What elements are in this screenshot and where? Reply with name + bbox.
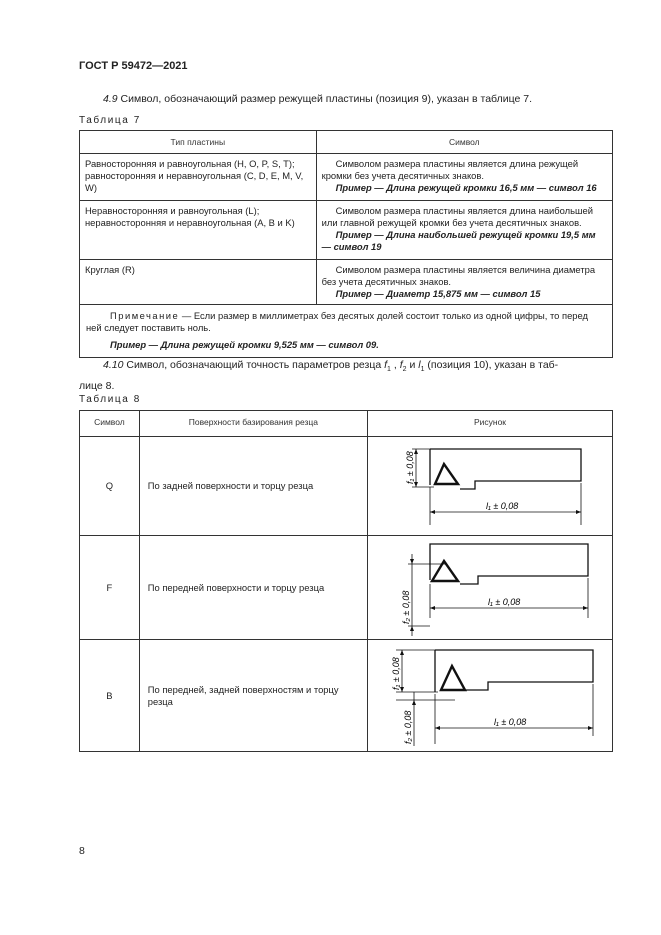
tool-body-outline — [435, 650, 593, 690]
table-row — [80, 640, 613, 752]
example-text: Пример — Диаметр 15,875 мм — символ 15 — [335, 288, 541, 299]
tool-diagram-q — [368, 437, 612, 532]
document-header: ГОСТ Р 59472—2021 — [79, 60, 188, 72]
symbol-cell: F — [80, 536, 140, 640]
example-text: Пример — Длина наибольшей режущей кромки 19,5 мм — символ 19 — [321, 229, 596, 252]
subscript: 1 — [420, 366, 425, 374]
table8-header-row — [80, 411, 613, 437]
symbol-cell: Q — [80, 437, 140, 536]
dimension-l1-label: l₁ ± 0,08 — [485, 501, 519, 511]
symbol-text: Символом размера пластины является величина диаметра без учета десятичных знаков. — [321, 264, 596, 287]
symbol-cell: B — [80, 640, 140, 752]
dimension-l1-label: l₁ ± 0,08 — [493, 717, 527, 727]
tool-diagram-b — [368, 640, 612, 748]
surface-cell: По передней, задней поверхностям и торцу резца — [139, 640, 367, 752]
symbol-cell — [316, 260, 612, 305]
table-row — [80, 260, 613, 305]
clause-text: (позиция 10), указан в таб- — [424, 359, 559, 371]
subscript: 1 — [387, 366, 391, 374]
insert-type-cell: Неравносторонняя и равноугольная (L); неравносторонняя и неравноугольная (A, B и K) — [80, 201, 317, 260]
table-8 — [79, 410, 613, 752]
table-note-row — [80, 305, 613, 358]
table7-caption: Таблица 7 — [79, 115, 141, 126]
insert-triangle-icon — [435, 464, 458, 484]
symbol-text: Символом размера пластины является длина режущей кромки без учета десятичных знаков. — [321, 158, 579, 181]
surface-cell: По передней поверхности и торцу резца — [139, 536, 367, 640]
clause-text: Символ, обозначающий размер режущей пластины (позиция 9), указан в таблице 7. — [117, 93, 532, 105]
symbol-cell — [316, 154, 612, 201]
table-row — [80, 201, 613, 260]
table7-header-row — [80, 131, 613, 154]
symbol-cell — [316, 201, 612, 260]
table8-caption: Таблица 8 — [79, 394, 141, 405]
symbol-l: l — [418, 359, 421, 371]
surface-cell: По задней поверхности и торцу резца — [139, 437, 367, 536]
conjunction: и — [406, 359, 419, 371]
insert-type-cell: Равносторонняя и равноугольная (H, O, P, S, T); равносторонняя и неравноугольная (C, D, E, M, V, W) — [80, 154, 317, 201]
figure-cell — [367, 640, 612, 752]
column-header: Рисунок — [367, 411, 612, 437]
clause-number: 4.9 — [103, 93, 118, 105]
note-text: — Если размер в миллиметрах без десятых долей состоит только из одной цифры, то перед ней следует поставить ноль. — [86, 310, 588, 333]
note-label: Примечание — [110, 310, 180, 321]
page-number: 8 — [79, 845, 85, 857]
table-row — [80, 154, 613, 201]
note-paragraph — [86, 310, 606, 334]
note-example: Пример — Длина режущей кромки 9,525 мм — символ 09. — [110, 339, 379, 350]
dimension-f2-label: f₂ ± 0,08 — [400, 590, 411, 624]
subscript: 2 — [402, 366, 407, 374]
paragraph-4-10 — [79, 357, 613, 394]
dimension-f1-label: f₁ ± 0,08 — [404, 451, 415, 484]
insert-type-cell: Круглая (R) — [80, 260, 317, 305]
paragraph-4-10-line2: лице 8. — [79, 380, 115, 393]
column-header: Поверхности базирования резца — [139, 411, 367, 437]
dimension-l1-label: l₁ ± 0,08 — [487, 597, 521, 607]
column-header: Символ — [316, 131, 612, 154]
dimension-f2-label: f₂ ± 0,08 — [402, 710, 413, 744]
clause-number: 4.10 — [103, 359, 124, 371]
clause-text: Символ, обозначающий точность параметров резца — [123, 359, 385, 371]
example-text: Пример — Длина режущей кромки 16,5 мм — символ 16 — [335, 182, 597, 193]
table-7 — [79, 130, 613, 358]
dimension-f1-label: f₁ ± 0,08 — [390, 657, 401, 690]
table-row — [80, 437, 613, 536]
symbol-text: Символом размера пластины является длина наибольшей или главной режущей кромки без учета десятичных знаков. — [321, 205, 593, 228]
paragraph-4-10-line1 — [79, 357, 613, 378]
tool-diagram-f — [368, 536, 612, 636]
column-header: Символ — [80, 411, 140, 437]
symbol-f: f — [384, 359, 388, 371]
tool-body-outline — [430, 544, 588, 584]
table-row — [80, 536, 613, 640]
symbol-f: f — [399, 359, 403, 371]
column-header: Тип пластины — [80, 131, 317, 154]
paragraph-4-9 — [79, 91, 609, 107]
insert-triangle-icon — [441, 666, 465, 690]
figure-cell — [367, 437, 612, 536]
note-cell — [80, 305, 613, 358]
separator: , — [390, 359, 400, 371]
figure-cell — [367, 536, 612, 640]
